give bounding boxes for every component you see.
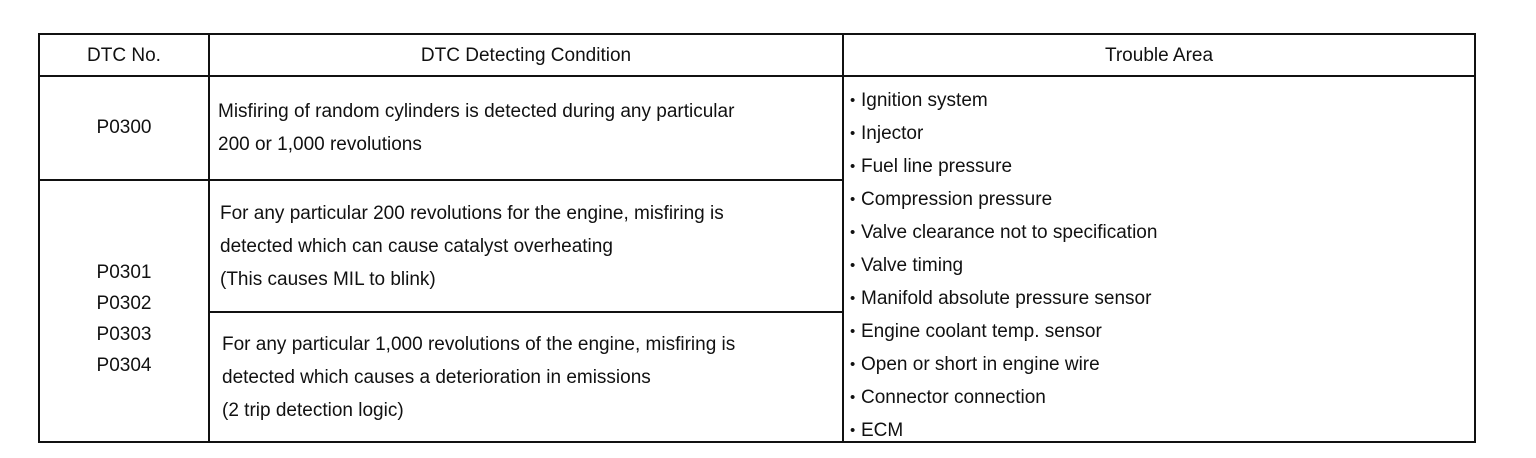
dtc-code-p0303: P0303 <box>96 324 152 345</box>
dtc-code-p0300: P0300 <box>96 117 152 138</box>
bullet-icon: • <box>850 389 856 406</box>
header-condition: DTC Detecting Condition <box>420 45 632 66</box>
dtc-code-p0301: P0301 <box>96 262 152 283</box>
condition-row2a-line-3: (This causes MIL to blink) <box>220 268 436 290</box>
trouble-item-label: Ignition system <box>861 90 988 111</box>
condition-row2a-line-1: For any particular 200 revolutions for the engine, misfiring is <box>220 202 724 224</box>
trouble-item-ignition <box>850 84 1450 117</box>
dtc-code-p0302: P0302 <box>96 293 152 314</box>
condition-row1-line-2: 200 or 1,000 revolutions <box>218 134 422 155</box>
bullet-icon: • <box>850 356 856 373</box>
bullet-icon: • <box>850 191 856 208</box>
condition-row2b-line-3: (2 trip detection logic) <box>222 399 404 421</box>
trouble-item-engine-wire <box>850 348 1450 381</box>
trouble-item-compression <box>850 183 1450 216</box>
trouble-item-coolant-sensor <box>850 315 1450 348</box>
bullet-icon: • <box>850 224 856 241</box>
trouble-area-list <box>850 84 1450 447</box>
condition-row2b-line-2: detected which causes a deterioration in emissions <box>222 366 651 388</box>
trouble-item-label: Injector <box>861 123 924 144</box>
condition-row1 <box>210 77 844 179</box>
trouble-item-label: Valve timing <box>861 255 964 276</box>
trouble-item-label: Manifold absolute pressure sensor <box>861 288 1152 309</box>
trouble-item-label: ECM <box>861 420 904 441</box>
condition-row2a-line-2: detected which can cause catalyst overheating <box>220 235 613 257</box>
trouble-item-label: Compression pressure <box>861 189 1053 210</box>
condition-row1-line-1: Misfiring of random cylinders is detected during any particular <box>218 101 735 122</box>
trouble-item-injector <box>850 117 1450 150</box>
dtc-code-group <box>40 257 208 381</box>
bullet-icon: • <box>850 422 856 439</box>
condition-row2a <box>210 181 844 311</box>
trouble-item-ecm <box>850 414 1450 447</box>
trouble-item-map-sensor <box>850 282 1450 315</box>
header-trouble-area: Trouble Area <box>1104 45 1214 66</box>
bullet-icon: • <box>850 92 856 109</box>
trouble-item-label: Open or short in engine wire <box>861 354 1100 375</box>
trouble-item-connector <box>850 381 1450 414</box>
condition-row2b-line-1: For any particular 1,000 revolutions of the engine, misfiring is <box>222 333 736 355</box>
bullet-icon: • <box>850 158 856 175</box>
trouble-item-valve-timing <box>850 249 1450 282</box>
trouble-item-label: Valve clearance not to specification <box>861 222 1158 243</box>
trouble-item-fuel-line <box>850 150 1450 183</box>
dtc-code-p0304: P0304 <box>96 355 152 376</box>
trouble-item-label: Fuel line pressure <box>861 156 1013 177</box>
bullet-icon: • <box>850 323 856 340</box>
dtc-table <box>38 33 1476 443</box>
bullet-icon: • <box>850 125 856 142</box>
trouble-item-valve-clearance <box>850 216 1450 249</box>
condition-row2b <box>210 313 844 441</box>
trouble-item-label: Engine coolant temp. sensor <box>861 321 1102 342</box>
bullet-icon: • <box>850 290 856 307</box>
trouble-item-label: Connector connection <box>861 387 1046 408</box>
header-dtc-no: DTC No. <box>87 45 161 66</box>
bullet-icon: • <box>850 257 856 274</box>
